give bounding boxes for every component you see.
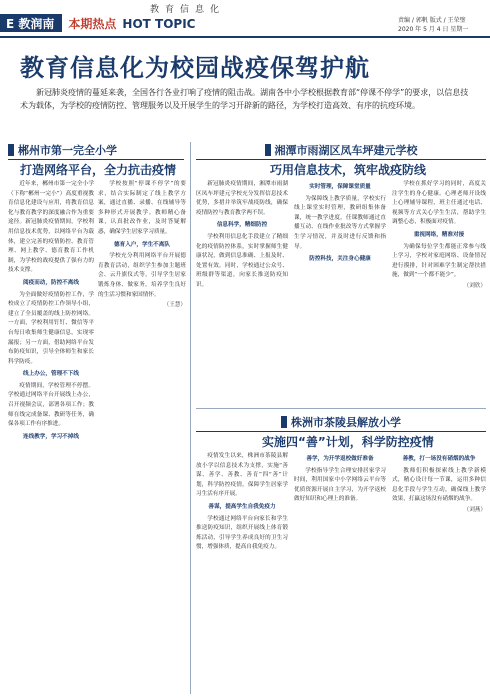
story2-para-b: 为保障线上教学质量，学校实行线上课堂实时管理，教研组集体备课，统一教学进度，任课教师通过直播互动、在线作业批改等方式掌握学生学习情况，并及时进行反馈和指导。 <box>294 195 386 250</box>
story3-school <box>196 414 486 430</box>
story3-rule <box>196 431 486 432</box>
editors: 责编 / 郭帆 版式 / 王荣璧 <box>398 17 466 24</box>
page-title <box>68 15 195 32</box>
story1-col1 <box>8 180 94 692</box>
story1-subhead: 打造网络平台，全力抗击疫情 <box>20 163 177 177</box>
story1-school-name: 郴州市第一完全小学 <box>18 144 117 157</box>
main-headline: 教育信息化为校园战疫保驾护航 <box>20 54 370 82</box>
story1-para-a: 为全面做好疫情防控工作，学校成立了疫情防控工作领导小组，建立了全员覆盖的线上防控网络。一方面，学校利用钉钉、微信等平台每日收集师生健康信息，实现零漏报；另一方面，借助网络平台发布防疫知识，引导全体师生和家长科学防疫。 <box>8 291 94 365</box>
banner-mark <box>265 144 271 156</box>
story2-col1 <box>196 180 288 402</box>
story1-para-c: 学校按照“停课不停学”的要求，结合实际制定了线上教学方案，通过直播、录播、在线辅导等多种形式开展教学。教师精心备课，认真批改作业，及时答疑解惑，确保学生居家学习质量。 <box>98 181 186 235</box>
story3-para-c: 教师们积极探索线上教学新模式，精心设计每一节课，运用多种信息化手段与学生互动，确保线上教学效果，打赢这场没有硝烟的战争。 <box>392 467 486 503</box>
story2-intro: 新冠肺炎疫情期间，湘潭市雨湖区凤车坪建元学校充分发挥信息技术优势，多措并举筑牢战疫防线，确保疫情防控与教育教学两不误。 <box>196 181 288 216</box>
story2-section-head: 信息科学，精细防控 <box>216 222 268 229</box>
story1-section-head: 德育入户，学生不离队 <box>114 241 170 248</box>
masthead-rule <box>0 36 490 38</box>
story1-para-d: 学校充分利用网络平台开展德育教育活动，组织学生参加主题班会、云升旗仪式等，引导学生居家锻炼身体、做家务，培养学生良好的生活习惯和家国情怀。 <box>98 253 186 298</box>
page-title-text: 本期热点 <box>68 16 117 31</box>
story2-col3 <box>392 180 486 402</box>
story2-section-head: 重视网络，精准对接 <box>413 231 465 238</box>
masthead-bar <box>0 14 400 32</box>
story2-school <box>196 142 486 158</box>
story1-byline: （王慧） <box>163 302 186 309</box>
story1-section-head: 阅疫而动，防控不离线 <box>23 279 79 286</box>
story3-section-head: 善教，打一场没有硝烟的战争 <box>402 456 476 462</box>
story1-col2 <box>98 180 186 692</box>
story3-para-b: 学校指导学生合理安排居家学习时间，利用国家中小学网络云平台等优质资源开展自主学习，为开学返校做好知识和心理上的准备。 <box>294 467 386 503</box>
story3-school-name: 株洲市茶陵县解放小学 <box>291 416 401 429</box>
story1-rule <box>8 159 184 160</box>
story2-subhead: 巧用信息技术，筑牢战疫防线 <box>270 163 427 177</box>
story3-byline: （刘燕） <box>463 506 486 513</box>
story2-col2 <box>294 180 386 402</box>
story1-section-head: 连线教学，学习不掉线 <box>23 433 79 440</box>
story1-school <box>8 142 184 158</box>
masthead <box>0 0 490 40</box>
story-divider <box>196 408 486 409</box>
story3-section-head: 善谋，提高学生自我免疫力 <box>208 503 276 510</box>
story2-para-a: 学校利用信息化手段建立了精细化的疫情防控体系，实时掌握师生健康状况，做到信息准确、上报及时、处置有效。同时，学校通过公众号、班级群等渠道，向家长推送防疫知识。 <box>196 233 288 288</box>
story1-para-b: 疫情期间，学校管理不停摆。学校通过网络平台开展线上办公，召开视频会议，部署各项工作；教师在线完成备课、教研等任务，确保各项工作有序推进。 <box>8 382 94 428</box>
column-divider <box>190 142 191 694</box>
lead-paragraph: 新冠肺炎疫情的蔓延来袭，全国各行各业打响了疫情的阻击战。湖南各中小学校根据教育部“停课不停学”的要求，以信息技术为载体，为学校的疫情防控、管理服务以及开展学生的学习开辟新的路径，为学校打造高效、有序的抗疫环境。 <box>20 88 469 110</box>
banner-mark <box>281 416 287 428</box>
story2-school-name: 湘潭市雨湖区凤车坪建元学校 <box>274 144 418 157</box>
story3-col1 <box>196 452 288 692</box>
story2-byline: （刘欣） <box>463 282 486 289</box>
story3-para-a: 学校通过网络平台向家长和学生推送防疫知识，组织开展线上体育锻炼活动，引导学生养成良好的卫生习惯，增强体质，提高自我免疫力。 <box>196 515 288 551</box>
story3-intro: 疫情发生以来，株洲市茶陵县解放小学以信息技术为支撑，实施“善谋、善学、善教、善育”四“善”计划，科学防控疫情，保障学生居家学习生活有序开展。 <box>196 453 288 498</box>
issue-date: 2020 年 5 月 4 日 星期一 <box>398 26 469 33</box>
story3-section-head: 善学，为开学返校做好准备 <box>306 456 374 462</box>
story3-col3 <box>392 452 486 692</box>
story1-intro: 近年来，郴州市第一完全小学（下称“郴州一完小”）高度重视教育信息化建设与应用，将教育信息化与教育教学的深度融合作为重要途径。新冠肺炎疫情期间，学校利用信息技术优势，以网络平台为载体，建立完善的疫情防控、教育管理、网上教学、德育教育工作机制，为学校的战疫提供了强有力的技术支撑。 <box>8 181 94 274</box>
story3-col2 <box>294 452 386 692</box>
story2-rule <box>196 159 486 160</box>
story2-para-c: 学校在抓好学习的同时，高度关注学生的身心健康。心理老师开设线上心理辅导课程，班主任通过电话、视频等方式关心学生生活，帮助学生调整心态，积极面对疫情。 <box>392 181 486 226</box>
masthead-meta <box>398 16 486 34</box>
story2-para-d: 为确保每位学生都能正常参与线上学习，学校对家庭网络、设备情况进行摸排，针对困难学生制定帮扶措施，做到“一个都不能少”。 <box>392 243 486 279</box>
masthead-top-text: 教育信息化 <box>150 5 226 15</box>
story2-section-head: 防控科技，关注身心健康 <box>309 256 371 263</box>
story3-subhead: 实施四“善”计划，科学防控疫情 <box>262 435 434 449</box>
banner-mark <box>8 144 14 156</box>
hot-topic-label: HOT TOPIC <box>122 16 196 31</box>
story2-section-head: 实时管理，保障课堂质量 <box>309 184 371 190</box>
story1-section-head: 线上办公，管理不下线 <box>23 371 79 378</box>
section-label: E 教润南 <box>0 14 62 32</box>
